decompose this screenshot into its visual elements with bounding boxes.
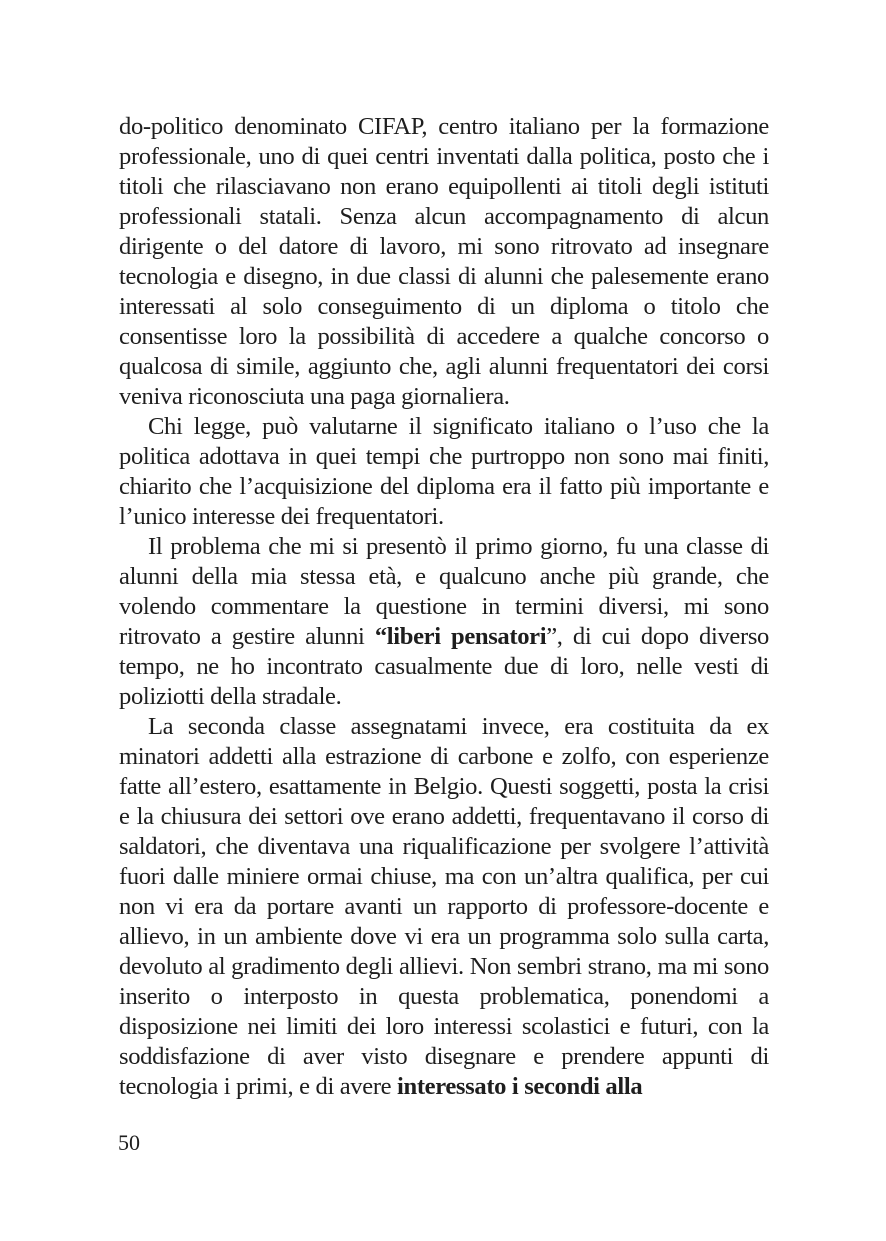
paragraph-4 [119, 712, 769, 1102]
paragraph-2 [119, 412, 769, 532]
paragraph-3 [119, 532, 769, 712]
bold-phrase-liberi-pensatori: “liberi pensatori [374, 623, 547, 650]
page-number: 50 [118, 1130, 140, 1155]
paragraph-3-text-end: ”, di cui dopo diverso tempo, ne ho incontrato casualmente due di loro, nelle vesti di poliziotti della stradale. [119, 623, 769, 710]
paragraph-1 [119, 112, 769, 412]
paragraph-1-text: do-politico denominato CIFAP, centro italiano per la formazione professionale, uno di quei centri inventati dalla politica, posto che i titoli che rilasciavano non erano equipollenti ai titoli degli istituti professionali statali. Senza alcun accompagnamento di alcun dirigente o del datore di lavoro, mi sono ritrovato ad insegnare tecnologia e disegno, in due classi di alunni che palesemente erano interessati al solo conseguimento di un diploma o titolo che consentisse loro la possibilità di accedere a qualche concorso o qualcosa di simile, aggiunto che, agli alunni frequentatori dei corsi veniva riconosciuta una paga giornaliera. [119, 113, 769, 410]
paragraph-2-text: Chi legge, può valutarne il significato italiano o l’uso che la politica adottava in quei tempi che purtroppo non sono mai finiti, chiarito che l’acquisizione del diploma era il fatto più importante e l’unico interesse dei frequentatori. [119, 413, 769, 530]
paragraph-4-text: La seconda classe assegnatami invece, era costituita da ex minatori addetti alla estrazione di carbone e zolfo, con esperienze fatte all’estero, esattamente in Belgio. Questi soggetti, posta la crisi e la chiusura dei settori ove erano addetti, frequentavano il corso di saldatori, che diventava una riqualificazione per svolgere l’attività fuori dalle miniere ormai chiuse, ma con un’altra qualifica, per cui non vi era da portare avanti un rapporto di professore-docente e allievo, in un ambiente dove vi era un programma solo sulla carta, devoluto al gradimento degli allievi. Non sembri strano, ma mi sono inserito o interposto in questa problematica, ponendomi a disposizione nei limiti dei loro interessi scolastici e futuri, con la soddisfazione di aver visto disegnare e prendere appunti di tecnologia i primi, e di avere [119, 713, 769, 1100]
paragraph-3-text-start: Il problema che mi si presentò il primo giorno, fu una classe di alunni della mia stessa età, e qualcuno anche più grande, che volendo commentare la questione in termini diversi, mi sono ritrovato a gestire alunni [119, 533, 769, 650]
bold-phrase-interessato: interessato i secondi alla [397, 1073, 643, 1100]
body-text [119, 112, 769, 1102]
